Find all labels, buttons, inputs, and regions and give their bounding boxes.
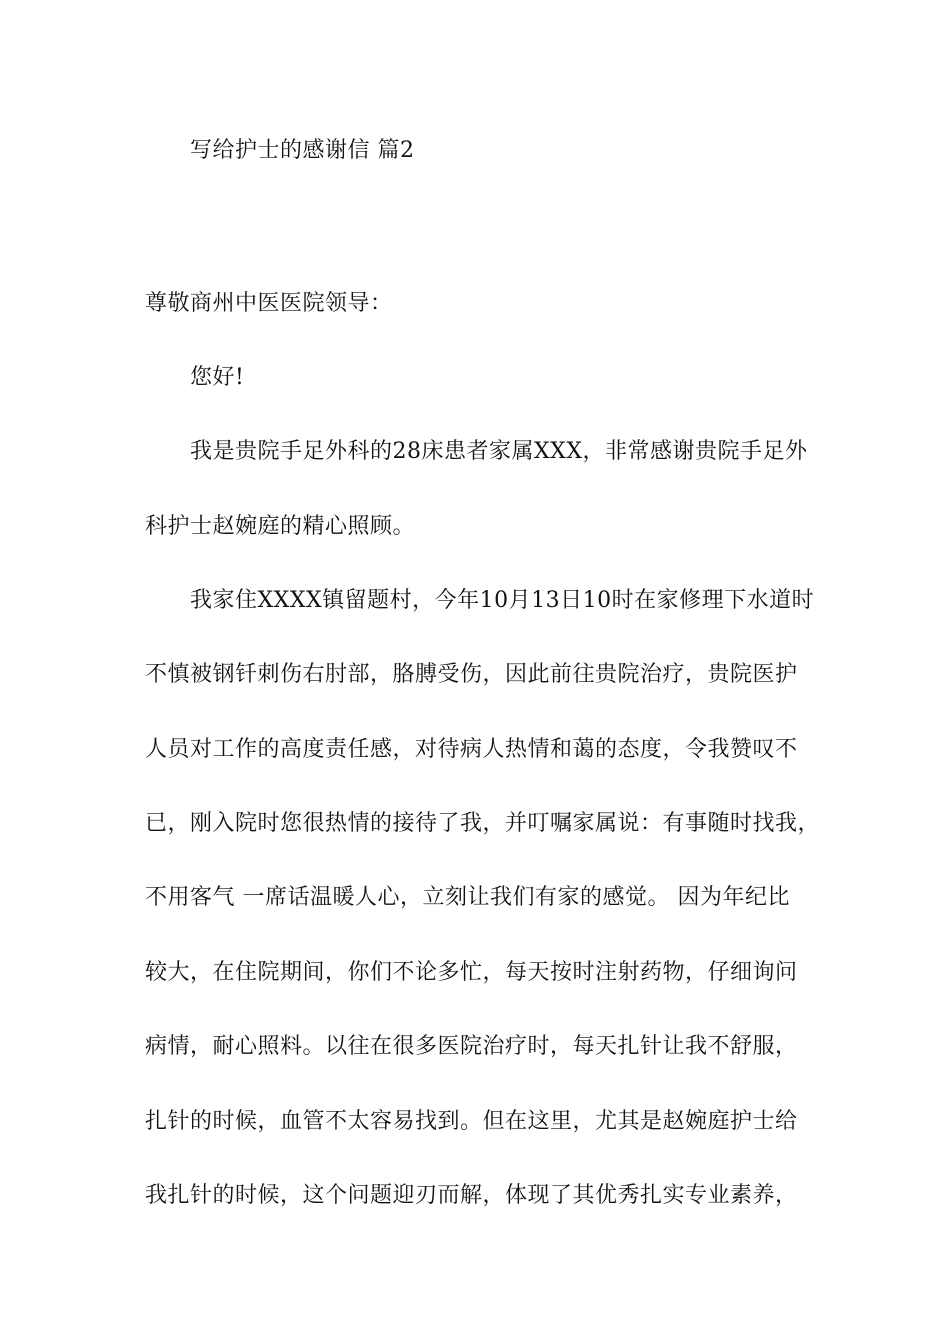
body-line: 人员对工作的高度责任感，对待病人热情和蔼的态度，令我赞叹不 [145, 737, 798, 762]
document-title: 写给护士的感谢信 篇2 [190, 138, 415, 163]
body-line: 不慎被钢钎刺伤右肘部，胳膊受伤，因此前往贵院治疗，贵院医护 [145, 662, 798, 687]
body-line: 病情，耐心照料。以往在很多医院治疗时，每天扎针让我不舒服， [145, 1034, 798, 1059]
greeting: 您好! [190, 365, 245, 390]
body-line: 已，刚入院时您很热情的接待了我，并叮嘱家属说：有事随时找我， [145, 811, 821, 836]
body-line: 我家住XXXX镇留题村，今年10月13日10时在家修理下水道时 [190, 588, 815, 613]
body-line: 我是贵院手足外科的28床患者家属XXX，非常感谢贵院手足外 [190, 439, 808, 464]
body-line: 科护士赵婉庭的精心照顾。 [145, 514, 416, 539]
body-line: 我扎针的时候，这个问题迎刃而解，体现了其优秀扎实专业素养， [145, 1183, 798, 1208]
body-line: 较大，在住院期间，你们不论多忙，每天按时注射药物，仔细询问 [145, 960, 798, 985]
body-line: 不用客气 一席话温暖人心，立刻让我们有家的感觉。 因为年纪比 [145, 885, 790, 910]
salutation: 尊敬商州中医医院领导： [145, 291, 393, 316]
body-line: 扎针的时候，血管不太容易找到。但在这里，尤其是赵婉庭护士给 [145, 1109, 798, 1134]
